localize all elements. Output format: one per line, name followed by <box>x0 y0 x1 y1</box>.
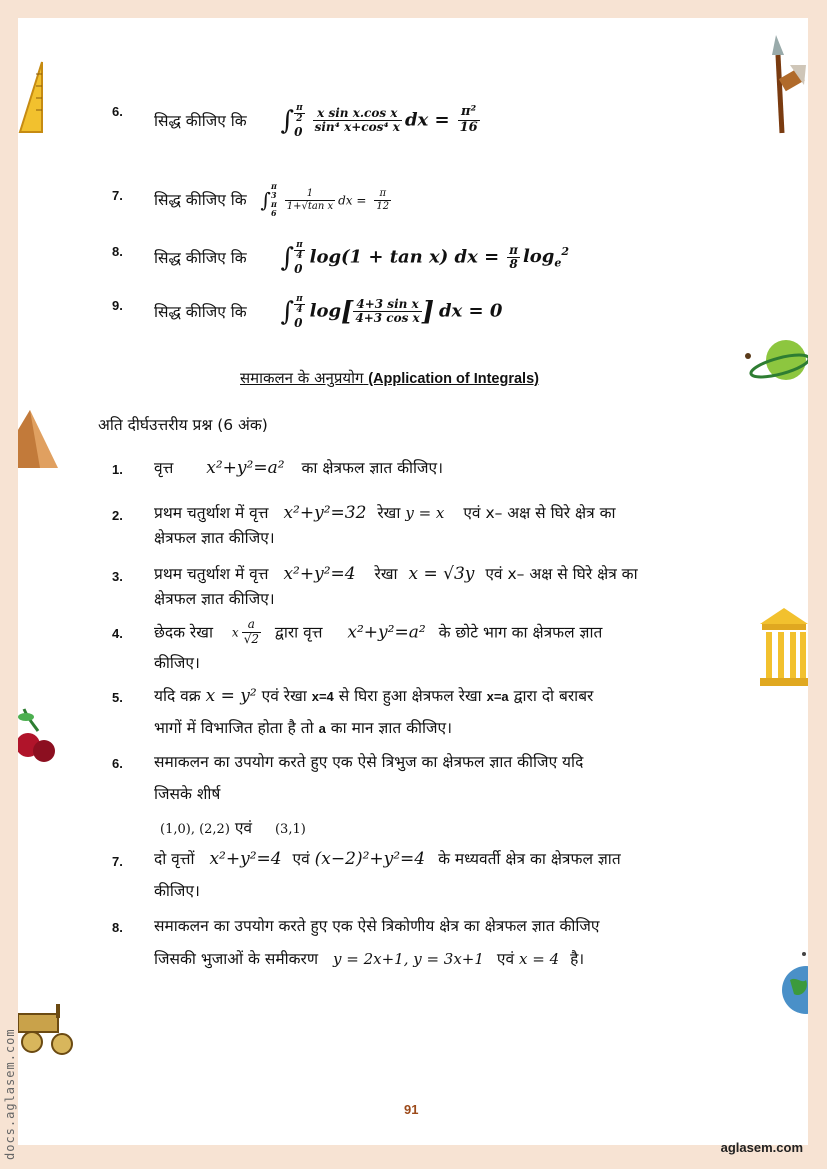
q2-text: प्रथम चतुर्थाश में वृत्त <box>154 504 269 522</box>
q2-text: एवं <box>463 504 481 522</box>
result-fraction: $\frac{\pi}{12}$ <box>376 188 390 212</box>
q5-line2 <box>154 718 452 739</box>
q5-number: 5. <box>112 690 123 705</box>
q7-number: 7. <box>112 854 123 869</box>
integrand: $\frac{\text{x sin x.cos x}}{\text{sin⁴ x+cos⁴ x}}$ <box>314 105 400 135</box>
q5-text: x=a <box>486 689 509 704</box>
integral-limits: π 3 π 6 <box>270 181 277 218</box>
temple-icon <box>760 608 808 688</box>
q3-number: 3. <box>112 569 123 584</box>
q7-text: दो वृत्तों <box>154 850 195 868</box>
q8-number: 8. <box>112 920 123 935</box>
q5-text: x=4 <box>311 689 334 704</box>
q4-text: के छोटे भाग का क्षेत्रफल ज्ञात <box>438 623 603 642</box>
q2-text: क्षेत्रफल ज्ञात कीजिए। <box>154 529 275 547</box>
q4-text: द्वारा वृत्त <box>274 623 323 642</box>
integral-limits: $\frac{\pi}{2}$ 0 <box>294 103 303 139</box>
q5-text: यदि वक्र <box>154 687 201 705</box>
equation: x = √3y <box>408 564 475 584</box>
ruler-triangle-icon <box>18 60 44 136</box>
spear-axe-icon <box>768 35 808 135</box>
cherries-icon <box>18 705 58 765</box>
equation: x = y² <box>205 686 257 706</box>
equation: (x−2)²+y²=4 <box>314 849 426 869</box>
q4-text: कीजिए। <box>154 654 200 672</box>
q6-text: एवं <box>234 819 253 837</box>
planet-icon <box>742 336 808 386</box>
q5-text: एवं रेखा <box>261 687 307 705</box>
equation: x = 4 <box>519 950 560 968</box>
equation: x²+y²=a² <box>206 458 285 478</box>
q3-text: क्षेत्रफल ज्ञात कीजिए। <box>154 590 275 608</box>
prev-q7-text: सिद्ध कीजिए कि <box>154 191 247 209</box>
prev-q8-number: 8. <box>112 244 123 259</box>
section-heading <box>240 368 539 388</box>
equation: (1,0), (2,2) <box>160 822 230 837</box>
q8-text: समाकलन का उपयोग करते हुए एक ऐसे त्रिकोणीय क्षेत्र का क्षेत्रफल ज्ञात कीजिए <box>154 917 600 935</box>
prev-q8: सिद्ध कीजिए कि ∫ $\frac{\pi}{4}$ 0 log(1 + tan x) dx = $\frac{\pi}{8}$ $\log_e^2$ <box>154 240 570 276</box>
result-fraction: $\frac{\text{π²}}{16}$ <box>459 104 478 136</box>
integral-sign: ∫ <box>280 242 295 273</box>
q3-text: x– अक्ष से घिरे क्षेत्र का <box>507 565 638 583</box>
q5-text: का मान ज्ञात कीजिए। <box>330 719 453 737</box>
q4-line1 <box>154 618 602 654</box>
q5-text: भागों में विभाजित होता है तो <box>154 719 314 737</box>
q5-text: a <box>318 721 326 736</box>
section-title-hi: समाकलन के अनुप्रयोग <box>240 369 364 387</box>
q3-text: रेखा <box>374 565 398 583</box>
q3-text: एवं <box>485 565 503 583</box>
prev-q9-text: सिद्ध कीजिए कि <box>154 302 247 321</box>
equation: y = x <box>405 504 445 522</box>
q2-line1 <box>154 503 616 523</box>
q5-line1 <box>154 686 593 707</box>
q2-text: रेखा <box>377 504 401 522</box>
q1 <box>154 458 443 478</box>
equation: x²+y²=4 <box>283 564 356 584</box>
q5-text: से घिरा हुआ क्षेत्रफल रेखा <box>338 687 482 705</box>
integral-sign: ∫ <box>280 105 295 136</box>
cannon-icon <box>18 1000 82 1056</box>
vertical-watermark: docs.aglasem.com <box>3 1028 17 1160</box>
prev-q9-number: 9. <box>112 298 123 313</box>
q4-number: 4. <box>112 626 123 641</box>
equation: x <box>231 625 239 640</box>
q8-text: जिसकी भुजाओं के समीकरण <box>154 950 319 968</box>
q1-text: वृत्त <box>154 459 174 477</box>
q6-text: जिसके शीर्ष <box>154 785 221 803</box>
q6-number: 6. <box>112 756 123 771</box>
section-subtitle: अति दीर्घउत्तरीय प्रश्न (6 अंक) <box>98 416 268 434</box>
pyramid-icon <box>18 410 58 470</box>
q1-text: का क्षेत्रफल ज्ञात कीजिए। <box>301 459 443 477</box>
prev-q9: सिद्ध कीजिए कि ∫ $\frac{\pi}{4}$ 0 log[ $\frac{\text{4+3 sin x}}{\text{4+3 cos x}}$ ] dx = 0 <box>154 294 503 330</box>
q2-text: x– अक्ष से घिरे क्षेत्र का <box>485 504 616 522</box>
site-link[interactable]: aglasem.com <box>720 1140 803 1155</box>
integrand: log <box>309 300 342 322</box>
q8-text: एवं <box>496 950 515 968</box>
q8-text: है। <box>570 950 585 968</box>
equation: $\frac{a}{√2}$ <box>243 617 259 646</box>
q7-text: कीजिए। <box>154 882 200 900</box>
q7-line1 <box>154 849 621 869</box>
equation: (3,1) <box>274 822 306 837</box>
integrand: log(1 + tan x) dx = <box>309 246 500 268</box>
q7-text: के मध्यवर्ती क्षेत्र का क्षेत्रफल ज्ञात <box>438 850 621 868</box>
q1-number: 1. <box>112 462 123 477</box>
prev-q6-number: 6. <box>112 104 123 119</box>
q3-line1 <box>154 564 638 584</box>
prev-q7: सिद्ध कीजिए कि ∫π 3 π 6 $\frac{1}{\text{1+√tan x}}$ dx = $\frac{\pi}{12}$ <box>154 181 390 218</box>
prev-q7-number: 7. <box>112 188 123 203</box>
equation: y = 2x+1, y = 3x+1 <box>333 950 484 968</box>
prev-q8-text: सिद्ध कीजिए कि <box>154 248 247 267</box>
globe-icon <box>776 950 808 1020</box>
result-fraction: $\frac{\pi}{8}$ <box>509 242 518 272</box>
integral-limits: $\frac{\pi}{4}$ 0 <box>294 240 303 276</box>
equation: x²+y²=4 <box>209 849 282 869</box>
integral-limits: $\frac{\pi}{4}$ 0 <box>294 294 303 330</box>
q5-text: द्वारा दो बराबर <box>513 687 594 705</box>
integrand: $\frac{1}{\text{1+√tan x}}$ <box>286 188 334 212</box>
integral-sign: ∫ <box>260 188 271 212</box>
prev-q6: सिद्ध कीजिए कि ∫ $\frac{\pi}{2}$ 0 $\frac{\text{x sin x.cos x}}{\text{sin⁴ x+cos⁴ x}}$ dx = $\frac{\text{π²}}{16}$ <box>154 103 478 139</box>
equation: x²+y²=a² <box>347 622 426 643</box>
q7-text: एवं <box>292 850 310 868</box>
q6-text: समाकलन का उपयोग करते हुए एक ऐसे त्रिभुज का क्षेत्रफल ज्ञात कीजिए यदि <box>154 753 584 771</box>
equation: x²+y²=32 <box>283 503 367 523</box>
integral-sign: ∫ <box>280 296 295 327</box>
q2-number: 2. <box>112 508 123 523</box>
prev-q6-text: सिद्ध कीजिए कि <box>154 111 247 130</box>
q8-line2 <box>154 949 584 969</box>
page-number: 91 <box>404 1102 419 1117</box>
section-title-en: (Application of Integrals) <box>368 371 539 387</box>
q4-text: छेदक रेखा <box>154 623 213 642</box>
q6-line3 <box>160 818 306 840</box>
q3-text: प्रथम चतुर्थाश में वृत्त <box>154 565 269 583</box>
